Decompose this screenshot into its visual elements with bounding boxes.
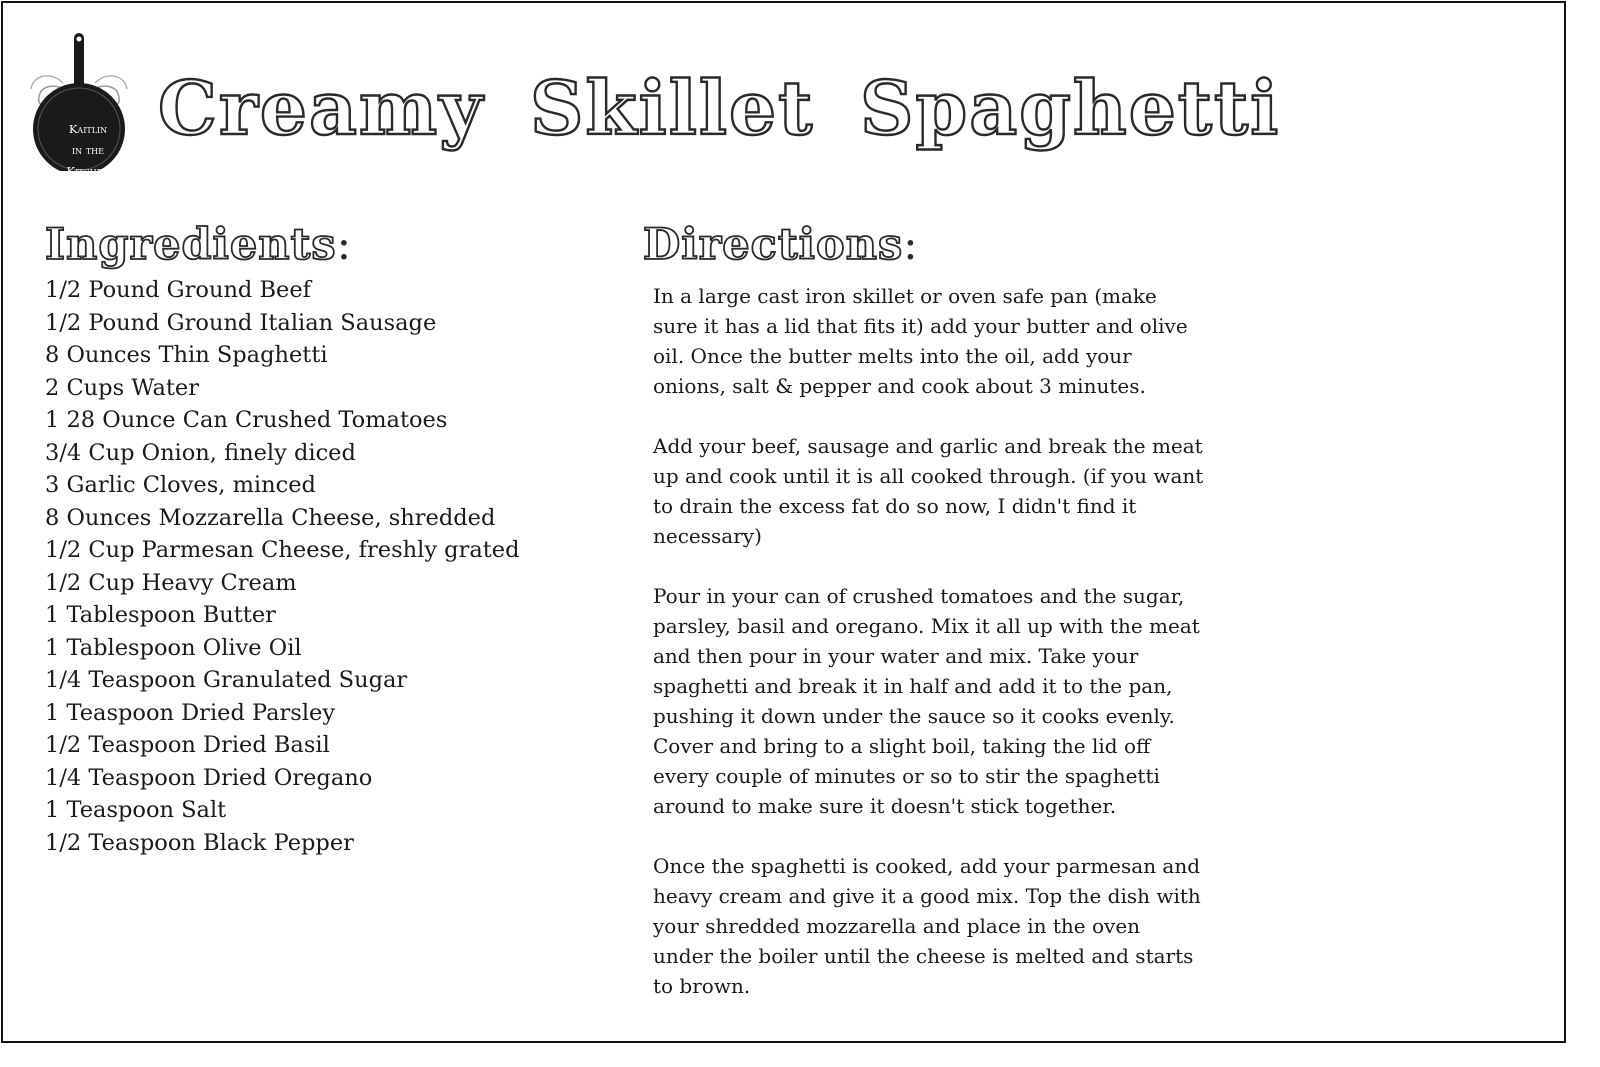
logo-line-1: Kaitlin <box>68 122 108 136</box>
ingredient-item: 1 Tablespoon Olive Oil <box>45 634 302 661</box>
ingredient-item: 2 Cups Water <box>45 374 199 401</box>
ingredient-item: 1 Teaspoon Salt <box>45 797 227 823</box>
ingredient-item: 1/2 Cup Parmesan Cheese, freshly grated <box>45 537 520 563</box>
direction-step: Add your beef, sausage and garlic and break the meat up and cook until it is all cooked through. (if you want to drain the excess fat do so now, I didn't find it necessary) <box>653 434 1204 548</box>
logo-line-2: in the <box>72 143 104 157</box>
ingredient-item: 1 Tablespoon Butter <box>45 602 276 628</box>
ingredient-item: 1/2 Teaspoon Dried Basil <box>45 732 330 758</box>
ingredient-item: 1/2 Teaspoon Black Pepper <box>45 829 354 856</box>
directions-body <box>653 281 1205 1031</box>
logo-line-3: Kitchen <box>66 164 110 178</box>
directions-heading <box>643 217 919 273</box>
ingredients-heading <box>45 217 352 273</box>
recipe-title: Creamy Skillet Spaghetti <box>158 66 1281 152</box>
ingredients-heading-text: Ingredients <box>45 220 337 270</box>
ingredient-item: 8 Ounces Thin Spaghetti <box>45 342 328 368</box>
ingredients-heading-colon: : <box>336 220 353 270</box>
ingredient-item: 1/2 Pound Ground Italian Sausage <box>45 309 437 336</box>
direction-step: In a large cast iron skillet or oven safe pan (make sure it has a lid that fits it) add your butter and olive oil. Once the butter melts into the oil, add your onions, salt & pepper and cook about 3 minutes. <box>653 284 1188 398</box>
ingredient-item: 8 Ounces Mozzarella Cheese, shredded <box>45 504 496 531</box>
directions-heading-text: Directions <box>643 220 904 270</box>
ingredient-item: 1/4 Teaspoon Dried Oregano <box>45 764 373 791</box>
ingredient-item: 1 Teaspoon Dried Parsley <box>45 699 336 726</box>
directions-heading-colon: : <box>903 220 919 270</box>
logo <box>19 31 139 178</box>
ingredient-item: 1/4 Teaspoon Granulated Sugar <box>45 667 408 693</box>
logo-text <box>49 119 127 182</box>
direction-step: Once the spaghetti is cooked, add your parmesan and heavy cream and give it a good mix. Top the dish with your shredded mozzarella and place in the oven under the boiler until the cheese is melted and starts to brown. <box>653 854 1201 998</box>
direction-step: Pour in your can of crushed tomatoes and the sugar, parsley, basil and oregano. Mix it all up with the meat and then pour in your water and mix. Take your spaghetti and break it in half and add it to the pan, pushing it down under the sauce so it cooks evenly. Cover and bring to a slight boil, taking the lid off every couple of minutes or so to stir the spaghetti around to make sure it doesn't stick together. <box>653 584 1200 818</box>
ingredient-item: 3/4 Cup Onion, finely diced <box>45 439 356 466</box>
ingredient-item: 3 Garlic Cloves, minced <box>45 472 316 498</box>
ingredient-item: 1/2 Pound Ground Beef <box>45 277 311 303</box>
ingredient-item: 1 28 Ounce Can Crushed Tomatoes <box>45 407 448 433</box>
ingredient-item: 1/2 Cup Heavy Cream <box>45 569 297 596</box>
ingredients-list <box>45 274 520 859</box>
recipe-card <box>1 1 1566 1043</box>
